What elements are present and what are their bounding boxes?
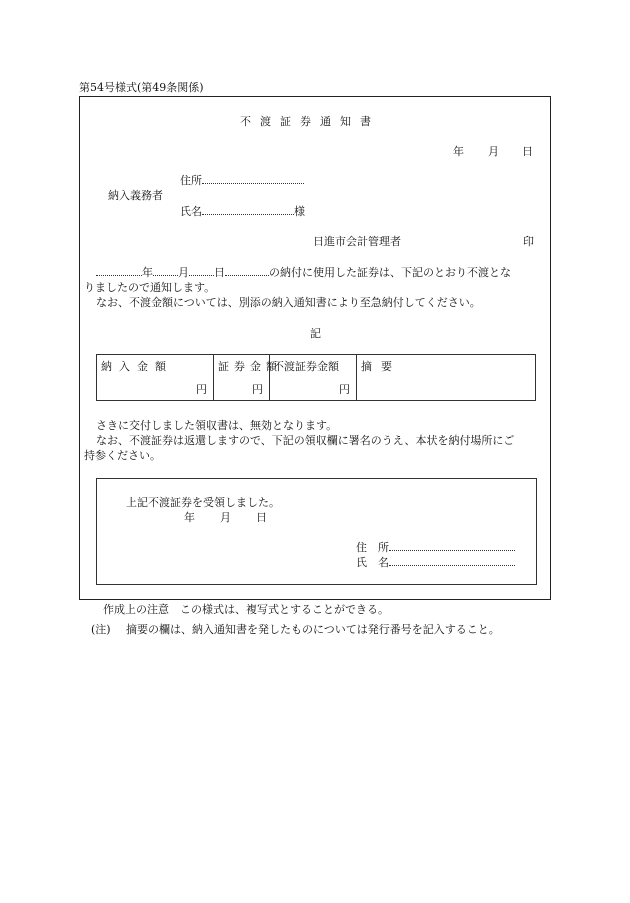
dishonored-amount-header: 不渡証券金額 (273, 360, 339, 373)
receipt-name-row (356, 557, 515, 568)
payment-amount-header: 納入金額 (101, 360, 173, 373)
obligor-address-label: 住所 (180, 174, 202, 187)
body-month-blank[interactable] (153, 275, 178, 276)
amount-cell-security[interactable] (214, 355, 282, 401)
ki-heading: 記 (310, 327, 321, 340)
receipt-address-row (356, 542, 515, 553)
notice-line-3: 持参ください。 (84, 449, 161, 462)
dishonored-amount-unit: 円 (339, 383, 350, 396)
seal-mark: 印 (523, 235, 534, 248)
date-day-label: 日 (522, 145, 533, 158)
receipt-address-field[interactable] (389, 550, 515, 551)
obligor-name-field[interactable] (202, 214, 294, 215)
body-item-blank[interactable] (225, 275, 269, 276)
security-amount-unit: 円 (252, 383, 263, 396)
receipt-month-label: 月 (220, 511, 231, 524)
receipt-year-label: 年 (184, 511, 195, 524)
body-date-year: 年 (142, 266, 153, 279)
obligor-name-row (180, 206, 305, 217)
obligor-address-row (180, 175, 304, 186)
body-date-blank[interactable] (96, 275, 142, 276)
receipt-day-label: 日 (256, 511, 267, 524)
amount-cell-payment[interactable] (97, 355, 214, 401)
security-amount-header: 証券金額 (218, 360, 282, 373)
body-line-1-text: の納付に使用した証券は、下記のとおり不渡とな (269, 266, 511, 279)
receipt-name-label: 氏 名 (356, 556, 389, 569)
amount-cell-remarks[interactable] (357, 355, 536, 401)
body-line-3: なお、不渡金額については、別添の納入通知書により至急納付してください。 (96, 296, 481, 309)
issuer-name: 日進市会計管理者 (313, 235, 401, 248)
body-date-day: 日 (214, 266, 225, 279)
obligor-label: 納入義務者 (108, 189, 163, 202)
obligor-honorific: 様 (294, 205, 305, 218)
obligor-address-field[interactable] (202, 183, 304, 184)
amount-table (96, 354, 536, 401)
footer-note-1: 作成上の注意 この様式は、複写式とすることができる。 (103, 603, 389, 616)
body-line-2: りましたので通知します。 (84, 281, 216, 294)
date-month-label: 月 (488, 145, 499, 158)
receipt-name-field[interactable] (389, 565, 515, 566)
body-line-1 (96, 267, 511, 278)
payment-amount-unit: 円 (196, 383, 207, 396)
footer-note-2: 摘要の欄は、納入通知書を発したものについては発行番号を記入すること。 (126, 623, 500, 636)
notice-line-1: さきに交付しました領収書は、無効となります。 (96, 419, 338, 432)
receipt-address-label: 住 所 (356, 541, 389, 554)
amount-cell-dishonored[interactable] (270, 355, 357, 401)
obligor-name-label: 氏名 (180, 205, 202, 218)
remarks-header: 摘要 (361, 360, 401, 373)
receipt-box (96, 478, 537, 585)
body-date-month: 月 (178, 266, 189, 279)
footer-note-2-prefix: (注) (91, 623, 111, 636)
form-number: 第54号様式(第49条関係) (79, 81, 204, 94)
notice-line-2: なお、不渡証券は返還しますので、下記の領収欄に署名のうえ、本状を納付場所にご (96, 434, 515, 447)
document-title: 不渡証券通知書 (240, 115, 380, 128)
body-day-blank[interactable] (189, 275, 214, 276)
receipt-statement: 上記不渡証券を受領しました。 (126, 496, 280, 509)
date-year-label: 年 (453, 145, 464, 158)
